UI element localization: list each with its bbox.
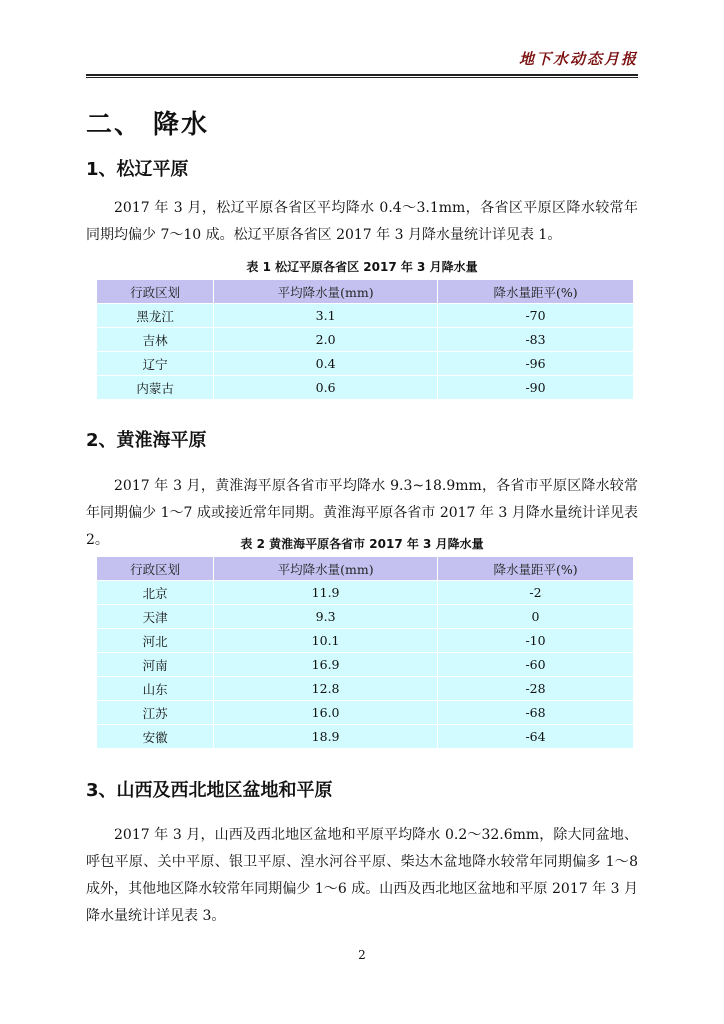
cell-region: 江苏 [97, 701, 214, 725]
cell-region: 天津 [97, 605, 214, 629]
cell-precip: 9.3 [214, 605, 438, 629]
table-row [97, 605, 633, 629]
subsection-heading-songliao: 1、松辽平原 [86, 159, 189, 180]
cell-precip: 12.8 [214, 677, 438, 701]
column-header: 行政区划 [97, 280, 214, 304]
cell-precip: 2.0 [214, 328, 438, 352]
paragraph-songliao: 2017 年 3 月，松辽平原各省区平均降水 0.4～3.1mm，各省区平原区降水较常年同期均偏少 7～10 成。松辽平原各省区 2017 年 3 月降水量统计详见表 1。 [86, 200, 638, 243]
table-row [97, 629, 633, 653]
cell-region: 河北 [97, 629, 214, 653]
column-header: 行政区划 [97, 557, 214, 581]
subsection-heading-huanghuaihai: 2、黄淮海平原 [86, 430, 207, 451]
cell-anomaly: -28 [438, 677, 633, 701]
column-header: 降水量距平(%) [438, 280, 633, 304]
cell-precip: 16.0 [214, 701, 438, 725]
table-row [97, 653, 633, 677]
table-row [97, 304, 633, 328]
cell-anomaly: -2 [438, 581, 633, 605]
header-rule [86, 74, 638, 76]
table-songliao [97, 280, 633, 399]
cell-precip: 16.9 [214, 653, 438, 677]
cell-precip: 18.9 [214, 725, 438, 749]
table-caption-2: 表 2 黄淮海平原各省市 2017 年 3 月降水量 [240, 537, 484, 551]
paragraph-shanxi-northwest: 2017 年 3 月，山西及西北地区盆地和平原平均降水 0.2～32.6mm，除大同盆地、呼包平原、关中平原、银卫平原、湟水河谷平原、柴达木盆地降水较常年同期偏多 1～8 成外，其他地区降水较常年同期偏少 1～6 成。山西及西北地区盆地和平原 2017 年 3 月降水量统计详见表 3。 [86, 827, 638, 924]
subsection-heading-shanxi-northwest: 3、山西及西北地区盆地和平原 [86, 780, 333, 801]
cell-region: 山东 [97, 677, 214, 701]
page-number: 2 [358, 948, 366, 962]
cell-region: 河南 [97, 653, 214, 677]
column-header: 降水量距平(%) [438, 557, 633, 581]
cell-anomaly: -68 [438, 701, 633, 725]
column-header: 平均降水量(mm) [214, 557, 438, 581]
table-row [97, 376, 633, 400]
table-header-row [97, 557, 633, 581]
table-row [97, 581, 633, 605]
cell-precip: 11.9 [214, 581, 438, 605]
cell-region: 安徽 [97, 725, 214, 749]
table-row [97, 328, 633, 352]
cell-precip: 0.6 [214, 376, 438, 400]
table-row [97, 677, 633, 701]
cell-region: 吉林 [97, 328, 214, 352]
column-header: 平均降水量(mm) [214, 280, 438, 304]
cell-region: 内蒙古 [97, 376, 214, 400]
cell-anomaly: -90 [438, 376, 633, 400]
cell-anomaly: -70 [438, 304, 633, 328]
cell-precip: 0.4 [214, 352, 438, 376]
cell-anomaly: -60 [438, 653, 633, 677]
table-row [97, 352, 633, 376]
cell-anomaly: -10 [438, 629, 633, 653]
cell-precip: 3.1 [214, 304, 438, 328]
header-rule-thin [86, 77, 638, 78]
section-title: 二、 降水 [86, 110, 210, 140]
table-row [97, 725, 633, 749]
cell-region: 北京 [97, 581, 214, 605]
paragraph-huanghuaihai: 2017 年 3 月，黄淮海平原各省市平均降水 9.3~18.9mm，各省市平原区降水较常年同期偏少 1～7 成或接近常年同期。黄淮海平原各省市 2017 年 3 月降水量统计详见表 2。 [86, 478, 638, 548]
table-huanghuaihai [97, 557, 633, 748]
table-header-row [97, 280, 633, 304]
running-header: 地下水动态月报 [518, 50, 638, 68]
cell-anomaly: 0 [438, 605, 633, 629]
table-row [97, 701, 633, 725]
cell-anomaly: -83 [438, 328, 633, 352]
cell-region: 黑龙江 [97, 304, 214, 328]
cell-precip: 10.1 [214, 629, 438, 653]
cell-anomaly: -64 [438, 725, 633, 749]
cell-region: 辽宁 [97, 352, 214, 376]
table-caption-1: 表 1 松辽平原各省区 2017 年 3 月降水量 [246, 260, 478, 274]
cell-anomaly: -96 [438, 352, 633, 376]
